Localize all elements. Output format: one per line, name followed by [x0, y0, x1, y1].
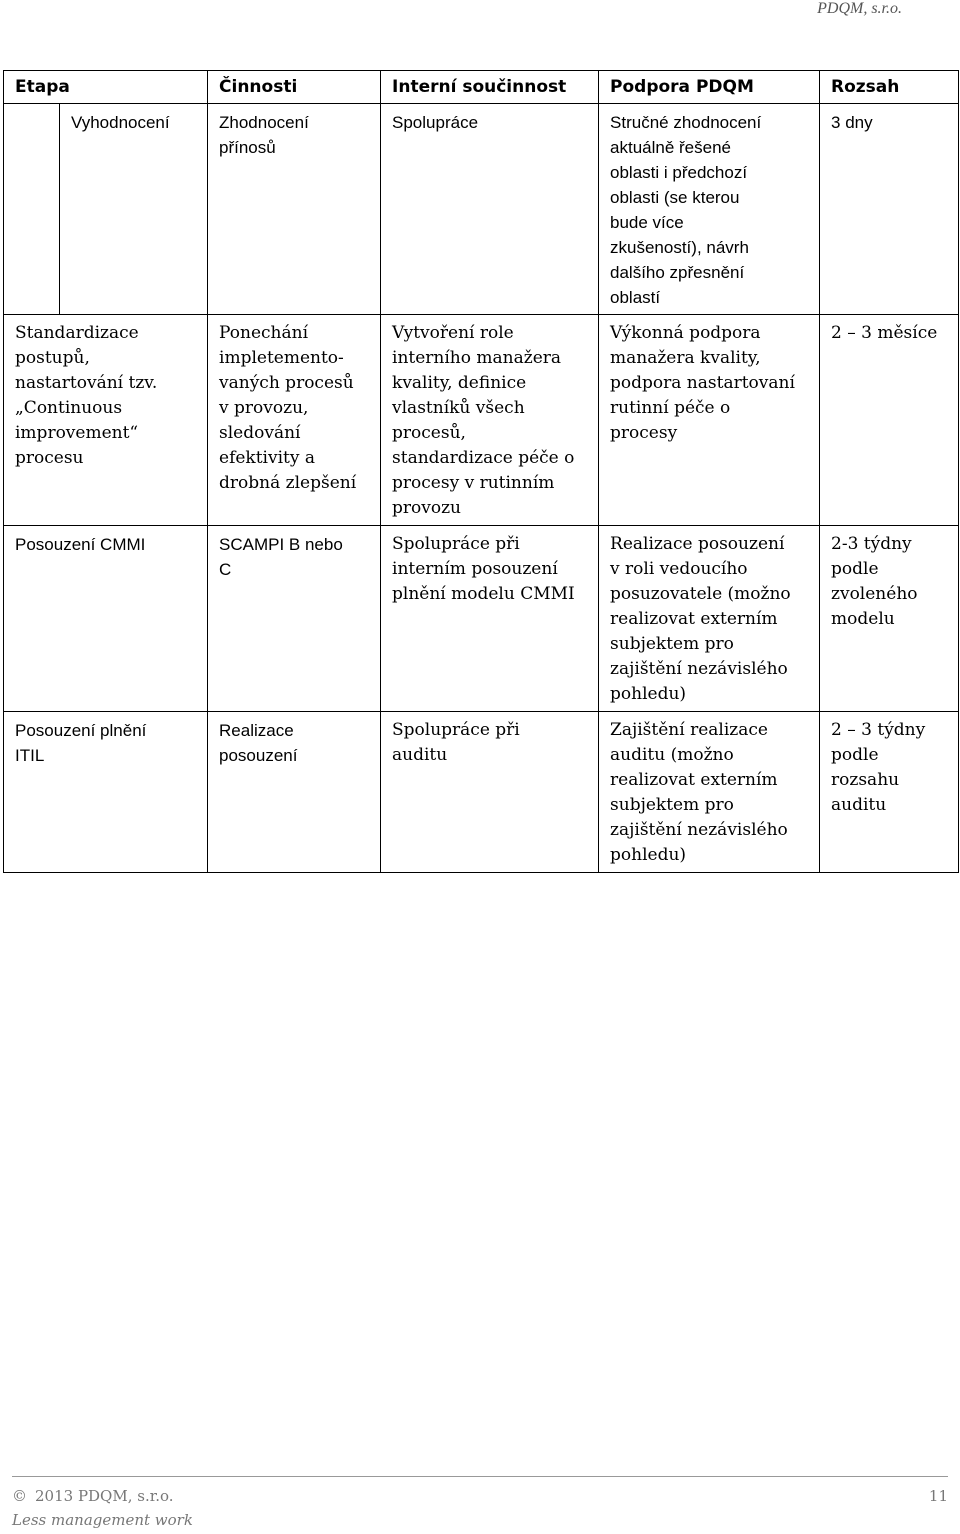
cell-line: zvoleného [831, 584, 918, 604]
cell-line: Spolupráce při [392, 720, 520, 740]
cell-line: „Continuous [15, 398, 123, 418]
cell-line: bude více [610, 213, 684, 232]
cell-line: rozsahu [831, 770, 900, 790]
footer-copyright [12, 1487, 174, 1509]
cell-line: improvement“ [15, 423, 139, 443]
cell-line: Posouzení plnění [15, 721, 147, 740]
cell-line: postupů, [15, 348, 90, 368]
indent-cell [4, 104, 60, 315]
cell-podpora [599, 315, 820, 526]
cell-line: interním posouzení [392, 559, 558, 579]
cell-line: Výkonná podpora [610, 323, 761, 343]
table-row [4, 104, 959, 315]
cell-line: dalšího zpřesnění [610, 263, 745, 282]
cell-cinnosti [208, 104, 381, 315]
cell-line: posuzovatele (možno [610, 584, 791, 604]
cell-line: podpora nastartovaní [610, 373, 795, 393]
project-phases-table [3, 70, 959, 873]
table-row [4, 315, 959, 526]
cell-line: kvality, definice [392, 373, 527, 393]
cell-line: interního manažera [392, 348, 562, 368]
cell-line: auditu [831, 795, 887, 815]
cell-line: 3 dny [831, 113, 873, 132]
cell-line: Vytvoření role [392, 323, 514, 343]
column-header-soucinnost: Interní součinnost [381, 71, 599, 104]
cell-line: oblasti i předchozí [610, 163, 748, 182]
cell-line: vaných procesů [219, 373, 354, 393]
cell-cinnosti [208, 315, 381, 526]
cell-line: realizovat externím [610, 770, 778, 790]
copyright-icon: © [12, 1487, 27, 1505]
column-header-etapa: Etapa [4, 71, 208, 104]
cell-line: C [219, 560, 232, 579]
cell-rozsah [820, 104, 959, 315]
cell-line: realizovat externím [610, 609, 778, 629]
footer-line [12, 1477, 948, 1509]
cell-soucinnost [381, 526, 599, 712]
cell-podpora [599, 712, 820, 873]
cell-line: Zajištění realizace [610, 720, 768, 740]
cell-line: Ponechání [219, 323, 308, 343]
cell-line: pohledu) [610, 845, 687, 865]
cell-line: Posouzení CMMI [15, 535, 146, 554]
cell-soucinnost [381, 315, 599, 526]
header-company: PDQM, s.r.o. [817, 0, 902, 17]
table-header-row [4, 71, 959, 104]
cell-line: SCAMPI B nebo [219, 535, 343, 554]
cell-line: Realizace posouzení [610, 534, 785, 554]
cell-line: plnění modelu CMMI [392, 584, 575, 604]
cell-soucinnost [381, 104, 599, 315]
cell-etapa [4, 315, 208, 526]
cell-line: modelu [831, 609, 895, 629]
cell-line: Standardizace [15, 323, 139, 343]
cell-line: auditu [392, 745, 448, 765]
cell-line: oblasti (se kterou [610, 188, 740, 207]
cell-line: procesy v rutinním [392, 473, 555, 493]
cell-line: standardizace péče o [392, 448, 575, 468]
cell-line: zajištění nezávislého [610, 659, 788, 679]
cell-line: subjektem pro [610, 634, 734, 654]
cell-line: procesu [15, 448, 84, 468]
cell-cinnosti [208, 712, 381, 873]
footer-tagline: Less management work [12, 1511, 193, 1529]
cell-line: Vyhodnocení [71, 113, 170, 132]
cell-line: oblastí [610, 288, 661, 307]
table-row [4, 712, 959, 873]
cell-line: rutinní péče o [610, 398, 731, 418]
cell-line: efektivity a [219, 448, 316, 468]
cell-rozsah [820, 315, 959, 526]
cell-line: manažera kvality, [610, 348, 761, 368]
column-header-rozsah: Rozsah [820, 71, 959, 104]
cell-line: zkušeností), návrh [610, 238, 749, 257]
cell-line: procesů, [392, 423, 466, 443]
cell-etapa [4, 712, 208, 873]
cell-podpora [599, 104, 820, 315]
cell-line: v roli vedoucího [610, 559, 748, 579]
cell-line: podle [831, 745, 879, 765]
cell-line: posouzení [219, 746, 298, 765]
cell-line: vlastníků všech [392, 398, 525, 418]
table-row [4, 526, 959, 712]
cell-line: impletemento- [219, 348, 344, 368]
cell-line: zajištění nezávislého [610, 820, 788, 840]
cell-line: provozu [392, 498, 462, 518]
column-header-podpora: Podpora PDQM [599, 71, 820, 104]
cell-line: 2 – 3 týdny [831, 720, 926, 740]
cell-line: aktuálně řešené [610, 138, 731, 157]
cell-line: Spolupráce [392, 113, 479, 132]
cell-soucinnost [381, 712, 599, 873]
copyright-text: 2013 PDQM, s.r.o. [35, 1487, 174, 1505]
cell-line: podle [831, 559, 879, 579]
cell-line: v provozu, [219, 398, 309, 418]
cell-etapa [60, 104, 208, 315]
cell-etapa [4, 526, 208, 712]
cell-line: nastartování tzv. [15, 373, 158, 393]
page-footer [12, 1476, 948, 1529]
cell-line: Zhodnocení [219, 113, 309, 132]
cell-line: pohledu) [610, 684, 687, 704]
cell-rozsah [820, 712, 959, 873]
cell-rozsah [820, 526, 959, 712]
cell-line: přínosů [219, 138, 276, 157]
cell-line: 2-3 týdny [831, 534, 912, 554]
cell-line: subjektem pro [610, 795, 734, 815]
page-number: 11 [928, 1487, 948, 1505]
cell-line: ITIL [15, 746, 45, 765]
cell-line: Realizace [219, 721, 294, 740]
cell-line: procesy [610, 423, 678, 443]
cell-line: Stručné zhodnocení [610, 113, 762, 132]
cell-line: auditu (možno [610, 745, 734, 765]
cell-line: 2 – 3 měsíce [831, 323, 938, 343]
cell-cinnosti [208, 526, 381, 712]
cell-line: drobná zlepšení [219, 473, 357, 493]
column-header-cinnosti: Činnosti [208, 71, 381, 104]
cell-line: Spolupráce při [392, 534, 520, 554]
cell-podpora [599, 526, 820, 712]
cell-line: sledování [219, 423, 301, 443]
